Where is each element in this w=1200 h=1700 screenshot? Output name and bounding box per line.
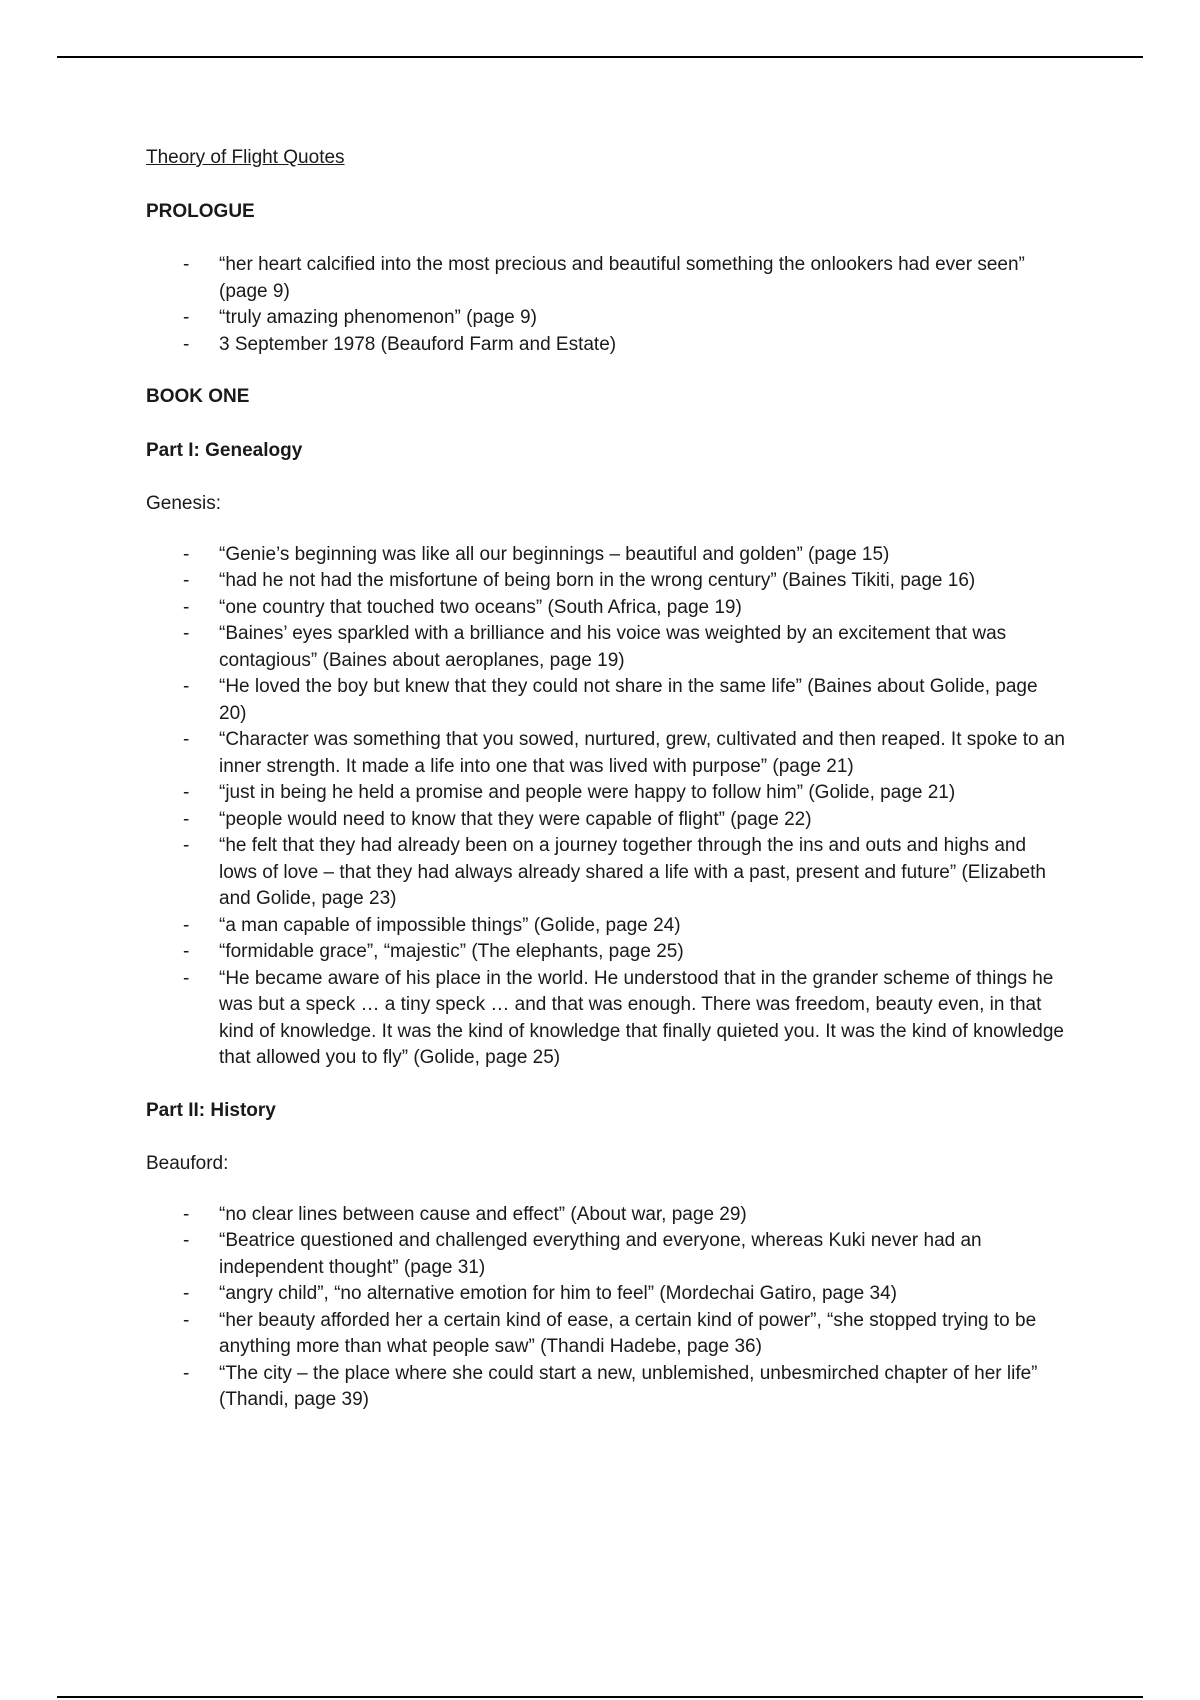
prologue-list (146, 252, 1066, 358)
bullet-dash: - (183, 782, 190, 803)
bullet-dash: - (183, 1230, 190, 1251)
document-body (146, 145, 1066, 1440)
beauford-list (146, 1202, 1066, 1414)
bullet-dash: - (183, 254, 190, 275)
bullet-dash: - (183, 676, 190, 697)
list-item: - 3 September 1978 (Beauford Farm and Estate) (146, 332, 1066, 359)
part-two-heading: Part II: History (146, 1099, 276, 1121)
list-item: - “He became aware of his place in the world. He understood that in the grander scheme of things he was but a speck … a tiny speck … and that was enough. There was freedom, beauty even, in that kind of knowledge. It was the kind of knowledge that finally quieted you. It was the kind of knowledge that allowed you to fly” (Golide, page 25) (183, 967, 1064, 1068)
bullet-dash: - (183, 596, 190, 618)
list-item: - “no clear lines between cause and effect” (About war, page 29) (146, 1202, 1066, 1229)
list-item: - “just in being he held a promise and people were happy to follow him” (Golide, page 21) (146, 780, 1066, 807)
list-item: - “he felt that they had already been on a journey together through the ins and outs and highs and lows of love – that they had always already shared a life with a past, present and future” (Elizabeth and Golide, page 23) (183, 835, 1046, 909)
list-item: - “The city – the place where she could start a new, unblemished, unbesmirched chapter of her life” (Thandi, page 39) (183, 1362, 1038, 1410)
list-item: - “her heart calcified into the most precious and beautiful something the onlookers had ever seen” (page 9) (183, 254, 1025, 302)
list-item: - “her beauty afforded her a certain kind of ease, a certain kind of power”, “she stopped trying to be anything more than what people saw” (Thandi Hadebe, page 36) (183, 1309, 1037, 1357)
genesis-list (146, 542, 1066, 1072)
list-item: - “He loved the boy but knew that they could not share in the same life” (Baines about Golide, page 20) (183, 676, 1038, 724)
part-one-heading: Part I: Genealogy (146, 439, 303, 461)
bullet-dash: - (183, 570, 190, 591)
top-rule (57, 56, 1143, 58)
bullet-dash: - (183, 543, 190, 565)
prologue-heading: PROLOGUE (146, 200, 255, 222)
list-item: - “Beatrice questioned and challenged everything and everyone, whereas Kuki never had an independent thought” (page 31) (183, 1230, 982, 1278)
book-one-heading: BOOK ONE (146, 386, 250, 407)
bullet-dash: - (183, 1362, 190, 1384)
list-item: - “people would need to know that they were capable of flight” (page 22) (146, 807, 1066, 834)
bullet-dash: - (183, 333, 190, 355)
list-item: - “Baines’ eyes sparkled with a brilliance and his voice was weighted by an excitement that was contagious” (Baines about aeroplanes, page 19) (183, 623, 1007, 671)
bullet-dash: - (183, 307, 190, 328)
bullet-dash: - (183, 1283, 190, 1304)
list-item: - “angry child”, “no alternative emotion for him to feel” (Mordechai Gatiro, page 34) (146, 1281, 1066, 1308)
bullet-dash: - (183, 835, 190, 856)
genesis-label: Genesis: (146, 493, 221, 514)
list-item: - “a man capable of impossible things” (Golide, page 24) (146, 913, 1066, 940)
bullet-dash: - (183, 808, 190, 830)
bullet-dash: - (183, 1309, 190, 1331)
list-item: - “had he not had the misfortune of being born in the wrong century” (Baines Tikiti, page 16) (146, 568, 1066, 595)
bullet-dash: - (183, 1203, 190, 1225)
bullet-dash: - (183, 941, 190, 962)
bullet-dash: - (183, 967, 190, 989)
bullet-dash: - (183, 729, 190, 750)
bullet-dash: - (183, 914, 190, 936)
beauford-label: Beauford: (146, 1153, 229, 1174)
list-item: - “Genie’s beginning was like all our beginnings – beautiful and golden” (page 15) (146, 542, 1066, 569)
list-item: - “one country that touched two oceans” (South Africa, page 19) (146, 595, 1066, 622)
list-item: - “formidable grace”, “majestic” (The elephants, page 25) (146, 939, 1066, 966)
list-item: - “Character was something that you sowed, nurtured, grew, cultivated and then reaped. It spoke to an inner strength. It made a life into one that was lived with purpose” (page 21) (183, 729, 1065, 777)
document-title: Theory of Flight Quotes (146, 147, 345, 168)
bullet-dash: - (183, 623, 190, 644)
bottom-rule (57, 1696, 1143, 1698)
list-item: - “truly amazing phenomenon” (page 9) (146, 305, 1066, 332)
